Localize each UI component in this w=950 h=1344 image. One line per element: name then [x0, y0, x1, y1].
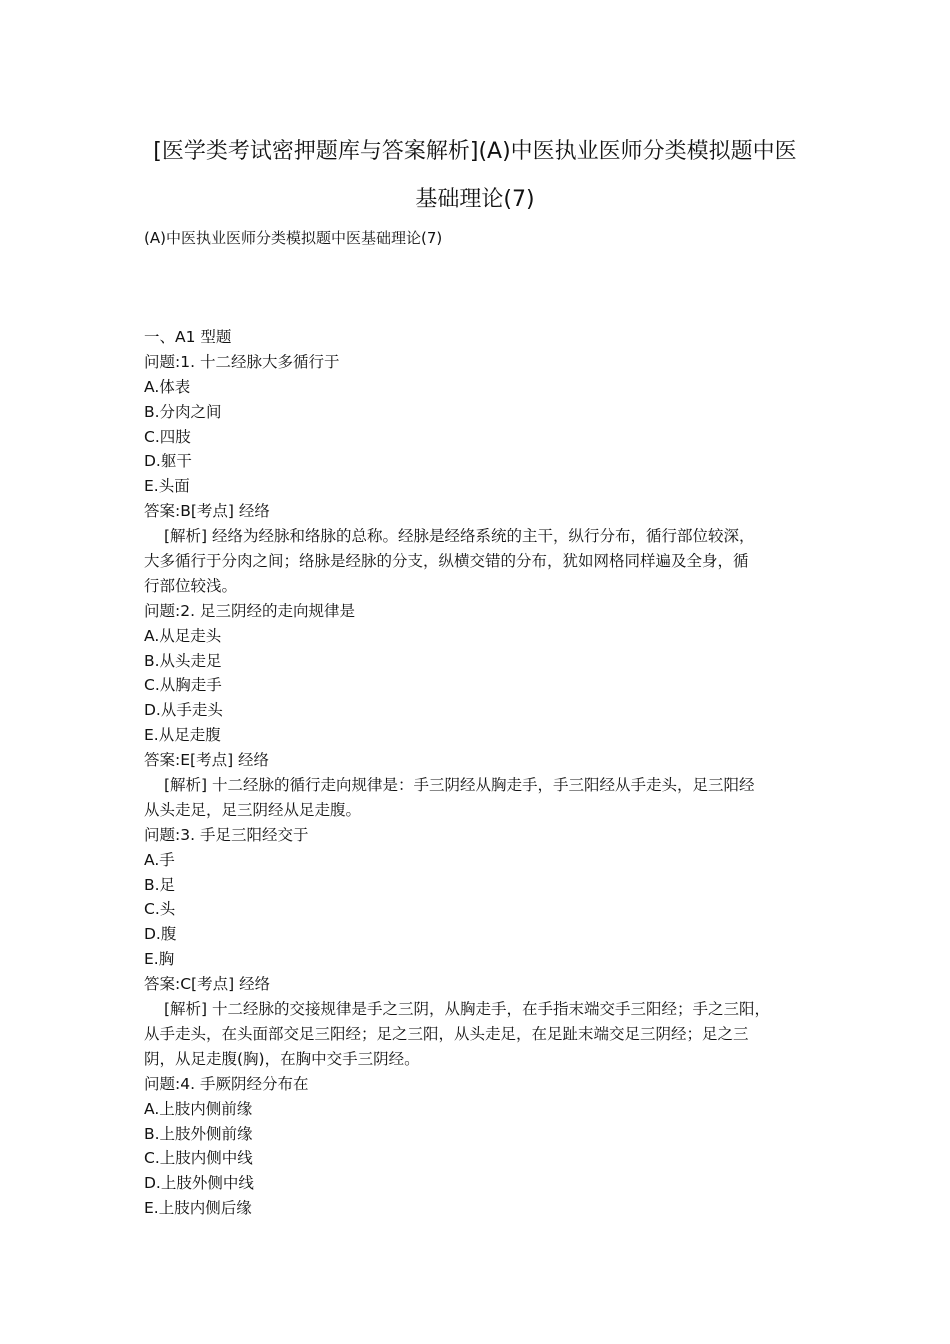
question-block [144, 350, 814, 599]
analysis-line: 从手走头，在头面部交足三阳经；足之三阳，从头走足，在足趾末端交足三阴经；足之三 [144, 1024, 749, 1043]
section-heading: 一、A1 型题 [144, 328, 232, 346]
option-b: B.从头走足 [144, 651, 222, 670]
option-a: A.上肢内侧前缘 [144, 1099, 253, 1118]
option-d: D.躯干 [144, 452, 192, 471]
option-c: C.从胸走手 [144, 676, 222, 695]
analysis-line: [解析] 经络为经脉和络脉的总称。经脉是经络系统的主干，纵行分布，循行部位较深， [164, 527, 755, 546]
option-c: C.上肢内侧中线 [144, 1149, 253, 1168]
question-block [144, 823, 814, 1072]
question-block [144, 1072, 814, 1221]
question-block [144, 599, 814, 823]
analysis-line: 大多循行于分肉之间；络脉是经脉的分支，纵横交错的分布，犹如网格同样遍及全身，循 [144, 552, 749, 571]
analysis-line: [解析] 十二经脉的交接规律是手之三阴，从胸走手，在手指末端交手三阳经；手之三阳， [164, 1000, 771, 1019]
analysis-line: [解析] 十二经脉的循行走向规律是：手三阴经从胸走手，手三阳经从手走头，足三阳经 [164, 776, 755, 795]
answer-text: 答案:C[考点] 经络 [144, 975, 271, 994]
answer-text: 答案:E[考点] 经络 [144, 751, 270, 770]
document-title-line-2: 基础理论(7) [415, 187, 535, 212]
option-a: A.从足走头 [144, 626, 222, 645]
option-b: B.上肢外侧前缘 [144, 1124, 253, 1143]
option-d: D.上肢外侧中线 [144, 1174, 254, 1193]
option-e: E.上肢内侧后缘 [144, 1199, 252, 1218]
option-a: A.手 [144, 850, 175, 869]
option-b: B.足 [144, 875, 176, 894]
document-subtitle: (A)中医执业医师分类模拟题中医基础理论(7) [144, 229, 443, 247]
analysis-line: 行部位较浅。 [144, 576, 238, 595]
option-c: C.四肢 [144, 427, 191, 446]
answer-text: 答案:B[考点] 经络 [144, 502, 270, 521]
question-content [144, 325, 814, 1221]
analysis-line: 阴，从足走腹(胸)，在胸中交手三阴经。 [144, 1049, 420, 1068]
question-text: 问题:1. 十二经脉大多循行于 [144, 352, 340, 371]
option-e: E.头面 [144, 477, 190, 496]
option-d: D.从手走头 [144, 701, 223, 720]
question-text: 问题:2. 足三阴经的走向规律是 [144, 601, 355, 620]
document-title-line-1: [医学类考试密押题库与答案解析](A)中医执业医师分类模拟题中医 [153, 139, 797, 164]
question-text: 问题:3. 手足三阳经交于 [144, 825, 309, 844]
option-a: A.体表 [144, 377, 191, 396]
option-e: E.胸 [144, 950, 175, 969]
question-text: 问题:4. 手厥阴经分布在 [144, 1074, 309, 1093]
analysis-line: 从头走足，足三阴经从足走腹。 [144, 800, 362, 819]
option-d: D.腹 [144, 925, 177, 944]
option-b: B.分肉之间 [144, 402, 222, 421]
option-c: C.头 [144, 900, 176, 919]
option-e: E.从足走腹 [144, 726, 221, 745]
